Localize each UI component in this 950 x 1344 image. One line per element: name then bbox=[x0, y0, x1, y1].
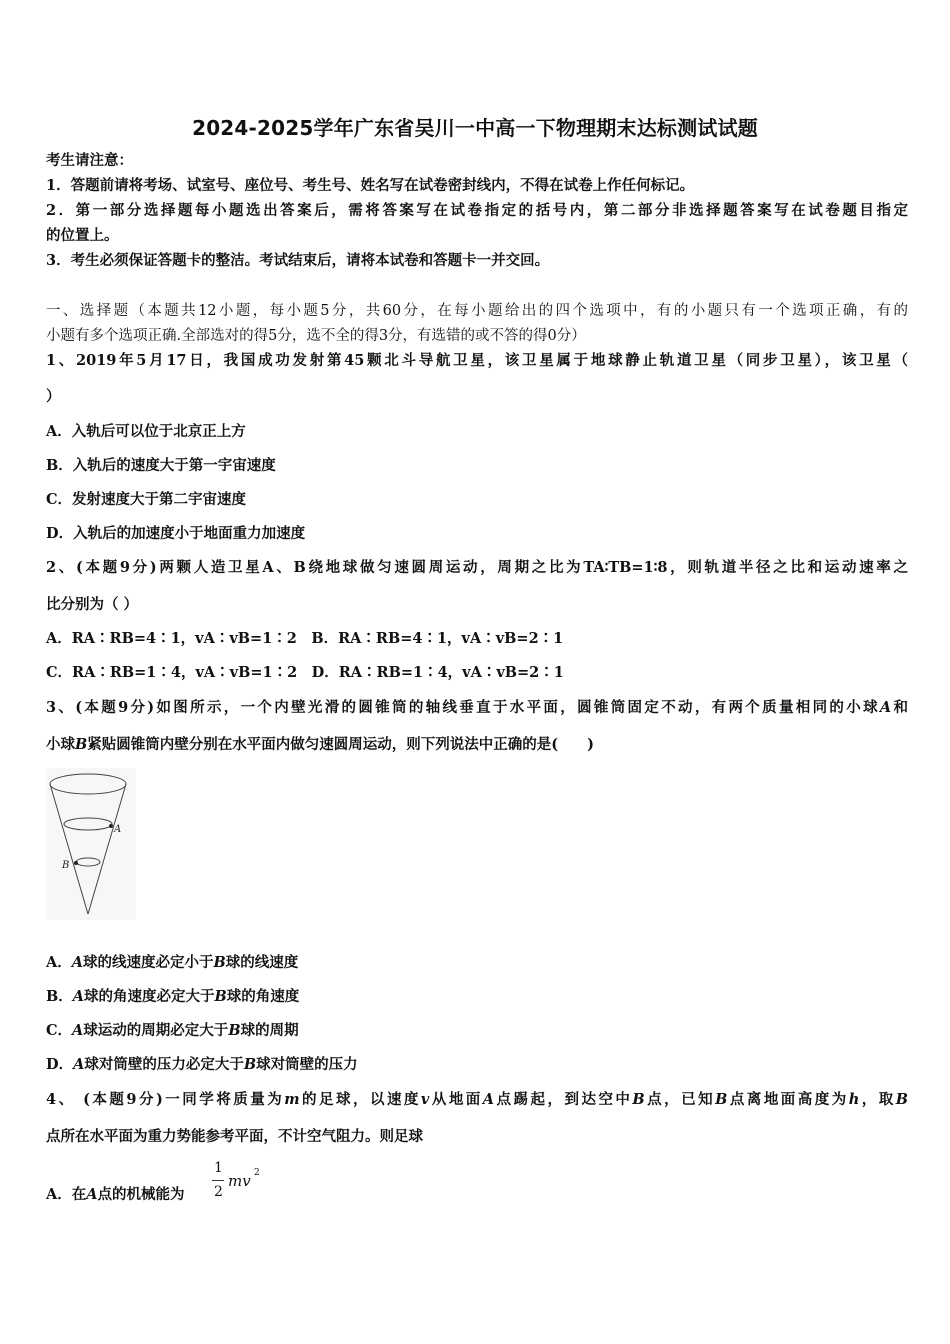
ball-b bbox=[74, 861, 78, 865]
q3-option-d: D．A球对筒壁的压力必定大于B球对筒壁的压力 bbox=[46, 1056, 358, 1073]
q1-option-c: C．发射速度大于第二宇宙速度 bbox=[46, 491, 247, 508]
q1-stem-line2: ） bbox=[46, 388, 61, 405]
q3-stem-line1: 3、(本题9分)如图所示，一个内壁光滑的圆锥筒的轴线垂直于水平面，圆锥筒固定不动，有两个质量相同的小球A和 bbox=[46, 699, 908, 716]
q4-option-a: A．在A点的机械能为 bbox=[46, 1186, 185, 1203]
q4-stem-line2: 点所在水平面为重力势能参考平面，不计空气阻力。则足球 bbox=[46, 1128, 423, 1145]
fraction-numerator: 1 bbox=[214, 1160, 223, 1176]
q2-options-cd: C．RA∶RB=1∶4，vA∶vB=1∶2 D．RA∶RB=1∶4，vA∶vB=2∶1 bbox=[46, 664, 564, 681]
fraction-bar bbox=[212, 1180, 224, 1181]
q1-option-a: A．入轨后可以位于北京正上方 bbox=[46, 423, 246, 440]
q1-option-b: B．入轨后的速度大于第一宇宙速度 bbox=[46, 457, 276, 474]
notice-item-1: 1．答题前请将考场、试室号、座位号、考生号、姓名写在试卷密封线内，不得在试卷上作任何标记。 bbox=[46, 177, 695, 194]
q1-option-d: D．入轨后的加速度小于地面重力加速度 bbox=[46, 525, 306, 542]
q2-stem-line2: 比分别为（ ） bbox=[46, 596, 139, 613]
notice-item-2: 2．第一部分选择题每小题选出答案后，需将答案写在试卷指定的括号内，第二部分非选择题答案写在试卷题目指定 bbox=[46, 202, 908, 219]
ball-a bbox=[109, 824, 113, 828]
page-title: 2024-2025学年广东省吴川一中高一下物理期末达标测试试题 bbox=[192, 116, 758, 140]
section-instructions-2: 小题有多个选项正确.全部选对的得5分，选不全的得3分，有选错的或不答的得0分） bbox=[46, 328, 586, 344]
section-instructions-1: 一、选择题（本题共12小题，每小题5分，共60分，在每小题给出的四个选项中，有的小题只有一个选项正确，有的 bbox=[46, 303, 908, 319]
fraction-denominator: 2 bbox=[214, 1184, 223, 1200]
formula-mv: mv bbox=[228, 1172, 251, 1190]
notice-item-3: 3．考生必须保证答题卡的整洁。考试结束后，请将本试卷和答题卡一并交回。 bbox=[46, 252, 550, 269]
formula-half-mv-squared bbox=[210, 1158, 270, 1208]
q2-options-ab: A．RA∶RB=4∶1，vA∶vB=1∶2 B．RA∶RB=4∶1，vA∶vB=2∶1 bbox=[46, 630, 564, 647]
q3-option-c: C．A球运动的周期必定大于B球的周期 bbox=[46, 1022, 299, 1039]
cone-figure bbox=[46, 768, 136, 920]
notice-item-2-cont: 的位置上。 bbox=[46, 227, 119, 244]
q3-stem-line2: 小球B紧贴圆锥筒内壁分别在水平面内做匀速圆周运动，则下列说法中正确的是( ) bbox=[46, 736, 594, 753]
notice-heading: 考生请注意： bbox=[46, 152, 133, 169]
q4-stem-line1: 4、 (本题9分)一同学将质量为m的足球，以速度v从地面A点踢起，到达空中B点，已知B点离地面高度为h，取B bbox=[46, 1091, 909, 1108]
q3-option-a: A．A球的线速度必定小于B球的线速度 bbox=[46, 954, 299, 971]
q2-stem-line1: 2、(本题9分)两颗人造卫星A、B绕地球做匀速圆周运动，周期之比为TA∶TB=1∶8，则轨道半径之比和运动速率之 bbox=[46, 559, 908, 576]
q1-stem-line1: 1、2019年5月17日，我国成功发射第45颗北斗导航卫星，该卫星属于地球静止轨道卫星（同步卫星），该卫星（ bbox=[46, 352, 908, 369]
q3-option-b: B．A球的角速度必定大于B球的角速度 bbox=[46, 988, 300, 1005]
formula-exponent: 2 bbox=[254, 1168, 260, 1178]
label-b: B bbox=[62, 860, 70, 871]
label-a: A bbox=[114, 824, 122, 835]
